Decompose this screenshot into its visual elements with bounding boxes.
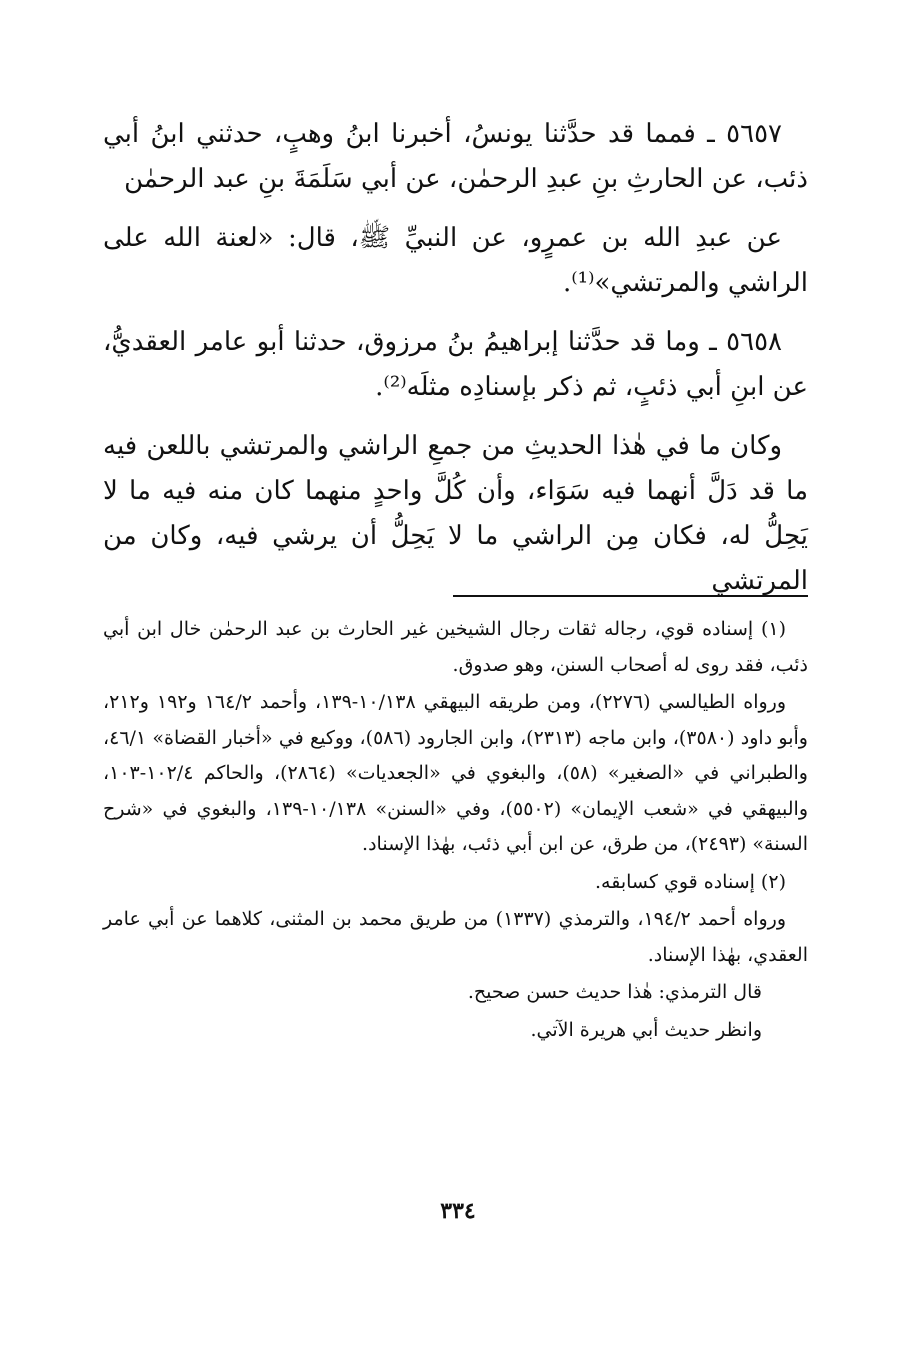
page-number: ٣٣٤ bbox=[440, 1198, 476, 1224]
footnote-1: (١) إسناده قوي، رجاله ثقات رجال الشيخين غير الحارث بن عبد الرحمٰن خال ابن أبي ذئب، فقد روى له أصحاب السنن، وهو صدوق. bbox=[103, 618, 808, 676]
footnote-2-see-also: وانظر حديث أبي هريرة الآتي. bbox=[530, 1018, 762, 1041]
footnote-divider bbox=[453, 595, 808, 597]
footnote-2: (٢) إسناده قوي كسابقه. bbox=[595, 870, 786, 893]
commentary-paragraph: وكان ما في هٰذا الحديثِ من جمعِ الراشي والمرتشي باللعن فيه ما قد دَلَّ أنهما فيه سَوَاء، وأن كُلَّ واحدٍ منهما كان منه فيه ما لا يَحِلُّ له، فكان مِن الراشي ما لا يَحِلُّ أن يرشي فيه، وكان من المرتشي bbox=[103, 431, 808, 596]
hadith-5658-paragraph: ٥٦٥٨ ـ وما قد حدَّثنا إبراهيمُ بنُ مرزوق، حدثنا أبو عامر العقديُّ، عن ابنِ أبي ذئبٍ، ثم ذكر بإسنادِه مثلَه⁽²⁾. bbox=[103, 327, 808, 402]
hadith-5657-matn: عن عبدِ الله بن عمرٍو، عن النبيِّ ﷺ، قال: «لعنة الله على الراشي والمرتشي»⁽¹⁾. bbox=[103, 223, 808, 298]
footnote-1-sources: ورواه الطيالسي (٢٢٧٦)، ومن طريقه البيهقي ١٠/١٣٨-١٣٩، وأحمد ١٦٤/٢ و١٩٢ و٢١٢، وأبو داود (٣٥٨٠)، وابن ماجه (٢٣١٣)، وابن الجارود (٥٨٦)، ووكيع في «أخبار القضاة» ٤٦/١، والطبراني في «الصغير» (٥٨)، والبغوي في «الجعديات» (٢٨٦٤)، والحاكم ١٠٢/٤-١٠٣، والبيهقي في «شعب الإيمان» (٥٥٠٢)، وفي «السنن» ١٠/١٣٨-١٣٩، والبغوي في «شرح السنة» (٢٤٩٣)، من طرق، عن ابن أبي ذئب، بهٰذا الإسناد. bbox=[103, 691, 808, 855]
footnote-2-sources: ورواه أحمد ١٩٤/٢، والترمذي (١٣٣٧) من طريق محمد بن المثنى، كلاهما عن أبي عامر العقدي، بهٰذا الإسناد. bbox=[103, 908, 808, 966]
footnotes bbox=[103, 612, 808, 1050]
main-text bbox=[103, 112, 808, 618]
hadith-5657-paragraph: ٥٦٥٧ ـ فمما قد حدَّثنا يونسُ، أخبرنا ابنُ وهبٍ، حدثني ابنُ أبي ذئب، عن الحارثِ بنِ عبدِ الرحمٰن، عن أبي سَلَمَةَ بنِ عبد الرحمٰن bbox=[103, 119, 808, 194]
footnote-2-tirmidhi: قال الترمذي: هٰذا حديث حسن صحيح. bbox=[467, 981, 762, 1003]
